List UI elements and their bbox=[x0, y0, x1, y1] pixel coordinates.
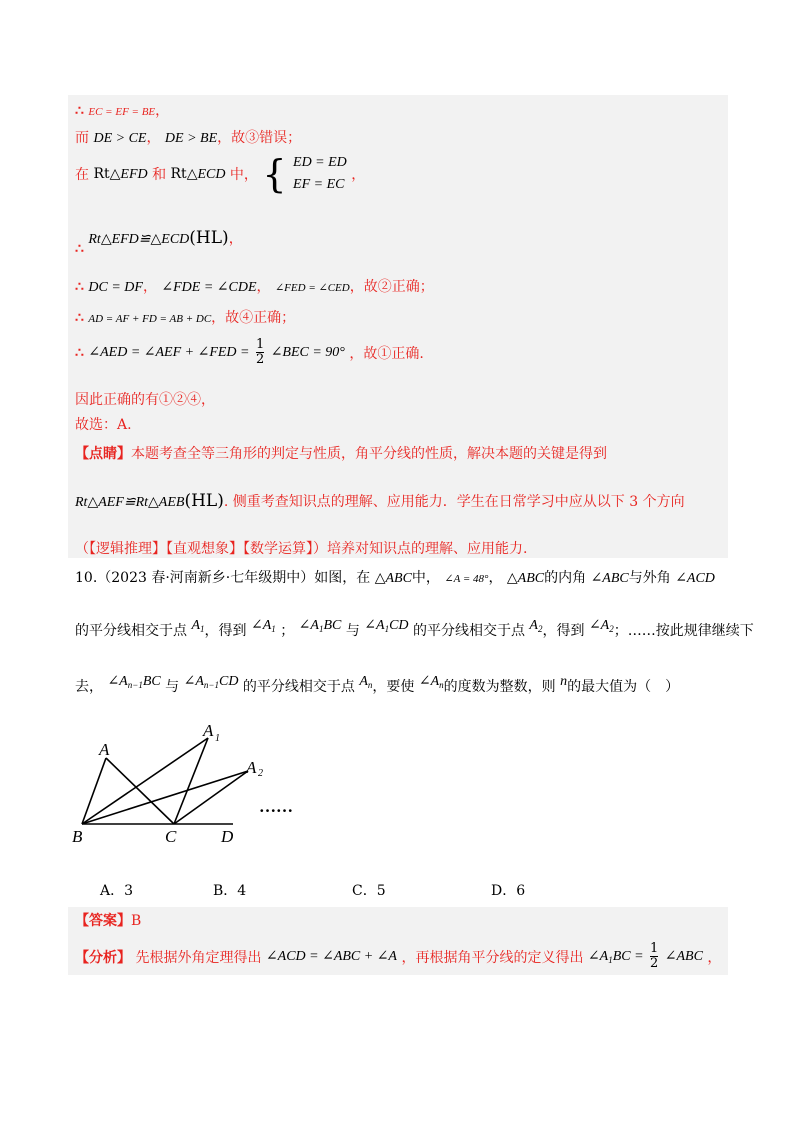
option-a[interactable]: A．3 bbox=[100, 883, 134, 899]
sol-line-1: ∴ EC = EF = BE， bbox=[75, 103, 170, 119]
sol-line-9: 故选：A. bbox=[75, 417, 132, 433]
sol-line-3: 在 Rt△EFD 和 Rt△ECD 中， { ED = ED EF = EC ， bbox=[75, 152, 366, 196]
label-a1-sub: 1 bbox=[215, 733, 220, 744]
ellipsis-dots: …… bbox=[259, 797, 293, 816]
question-10-line-1: 10.（2023 春·河南新乡·七年级期中）如图，在 △ABC中， ∠A = 48°， △ABC的内角 ∠ABC与外角 ∠ACD bbox=[75, 570, 715, 586]
sol-line-2: 而 DE > CE， DE > BE，故③错误； bbox=[75, 130, 302, 146]
sol-line-4: ∴ Rt△EFD≌△ECD(HL)， bbox=[75, 228, 243, 257]
segment-ab bbox=[82, 758, 106, 824]
sol-line-7: ∴ ∠AED = ∠AEF + ∠FED = $\frac{1}{2}$ ∠BEC = 90° ，故①正确. bbox=[75, 337, 424, 367]
sol-line-8: 因此正确的有①②④， bbox=[75, 392, 215, 408]
label-b: B bbox=[72, 827, 83, 846]
option-d[interactable]: D．6 bbox=[491, 883, 526, 899]
label-a2-sub: 2 bbox=[258, 768, 263, 779]
question-10-line-2: 的平分线相交于点 $A_1$，得到 $\angle A_1$ ； $\angle A_1BC$ 与 $\angle A_1CD$ 的平分线相交于点 $A_2$，得到 $\angle A_2$；……按此规律继续下 bbox=[75, 618, 754, 639]
sol-line-6: ∴ AD = AF + FD = AB + DC，故④正确； bbox=[75, 310, 296, 326]
sol-line-5: ∴ DC = DF， ∠FDE = ∠CDE， ∠FED = ∠CED，故②正确； bbox=[75, 279, 434, 295]
sol-line-11: Rt△AEF≌Rt△AEB(HL). 侧重考查知识点的理解、应用能力．学生在日常学习中应从以下 3 个方向 bbox=[75, 491, 685, 511]
label-a1: A bbox=[203, 721, 214, 740]
answer-line: 【答案】B bbox=[75, 913, 142, 929]
geometry-figure bbox=[65, 718, 325, 848]
analysis-line: 【分析】 先根据外角定理得出 ∠ACD = ∠ABC + ∠A ，再根据角平分线的定义得出 $\angle A_1BC$ = $\frac{1}{2}$ ∠ABC ， bbox=[75, 941, 722, 971]
label-a2: A bbox=[246, 758, 257, 777]
option-b[interactable]: B．4 bbox=[213, 883, 247, 899]
label-d: D bbox=[221, 827, 234, 846]
label-a: A bbox=[99, 740, 110, 759]
sol-line-12: （【逻辑推理】【直观想象】【数学运算】）培养对知识点的理解、应用能力. bbox=[75, 541, 528, 557]
sol-line-10: 【点睛】本题考查全等三角形的判定与性质，角平分线的性质，解决本题的关键是得到 bbox=[75, 446, 607, 462]
question-10-line-3: 去， $\angle A_{n-1}BC$ 与 $\angle A_{n-1}CD$ 的平分线相交于点 $A_n$，要使 $\angle A_n$的度数为整数，则 n的最大值为（ ） bbox=[75, 674, 680, 695]
label-c: C bbox=[165, 827, 177, 846]
brace-icon: { bbox=[262, 152, 287, 196]
option-c[interactable]: C．5 bbox=[352, 883, 386, 899]
